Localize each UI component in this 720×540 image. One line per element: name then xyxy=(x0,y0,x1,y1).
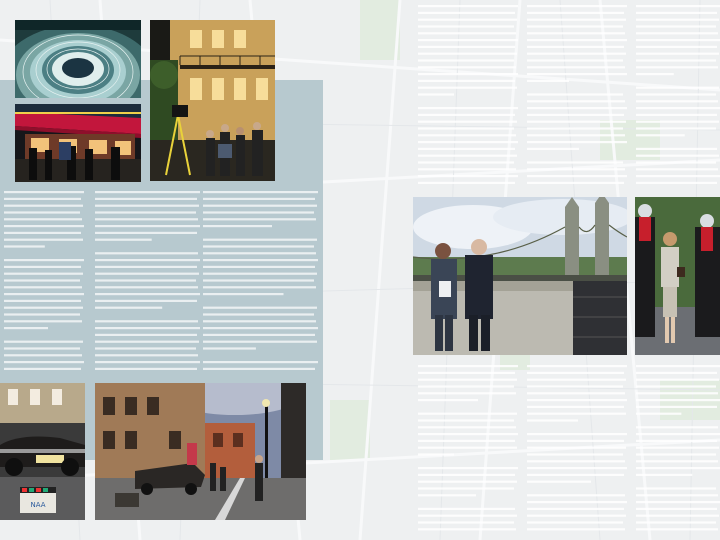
text-line xyxy=(636,515,719,517)
text-line xyxy=(527,134,625,136)
text-line xyxy=(418,392,516,394)
text-line xyxy=(4,320,82,322)
right-text-column-1 xyxy=(418,2,518,190)
text-line xyxy=(636,168,718,170)
text-line xyxy=(636,100,718,102)
text-line xyxy=(636,121,719,123)
text-line xyxy=(203,211,314,213)
text-line xyxy=(95,225,200,227)
text-line xyxy=(4,225,84,227)
text-line xyxy=(636,494,718,496)
text-line xyxy=(527,141,627,143)
text-line xyxy=(203,286,316,288)
text-line xyxy=(4,245,45,247)
text-line xyxy=(527,59,623,61)
text-line xyxy=(418,59,514,61)
text-line xyxy=(418,168,516,170)
text-line xyxy=(527,32,625,34)
text-line xyxy=(95,334,197,336)
text-line xyxy=(527,53,626,55)
text-line xyxy=(636,32,718,34)
text-line xyxy=(636,365,720,367)
text-line xyxy=(636,379,719,381)
text-line xyxy=(418,365,518,367)
text-line xyxy=(418,175,518,177)
text-line xyxy=(636,182,717,184)
text-line xyxy=(418,66,516,68)
text-line xyxy=(636,87,719,89)
text-line xyxy=(527,168,625,170)
text-line xyxy=(636,453,716,455)
text-line xyxy=(527,453,623,455)
text-line xyxy=(636,46,717,48)
photo-red-awning-restaurant xyxy=(15,104,141,182)
text-line xyxy=(527,127,623,129)
text-line xyxy=(636,19,719,21)
text-line xyxy=(4,232,81,234)
text-line xyxy=(95,361,200,363)
text-line xyxy=(95,266,197,268)
text-line xyxy=(418,161,514,163)
text-line xyxy=(418,508,515,510)
text-line xyxy=(95,198,197,200)
text-line xyxy=(636,392,718,394)
text-line xyxy=(418,372,515,374)
text-line xyxy=(203,273,317,275)
text-line xyxy=(418,528,516,530)
text-line xyxy=(4,266,81,268)
text-line xyxy=(418,121,517,123)
text-line xyxy=(636,161,716,163)
text-line xyxy=(636,528,718,530)
text-line xyxy=(4,279,80,281)
text-line xyxy=(527,12,624,14)
text-line xyxy=(418,413,517,415)
text-line xyxy=(4,239,83,241)
text-line xyxy=(4,191,84,193)
text-line xyxy=(527,46,624,48)
text-line xyxy=(636,12,717,14)
text-line xyxy=(527,406,624,408)
text-line xyxy=(636,59,716,61)
right-text-column-3 xyxy=(636,2,720,190)
text-line xyxy=(95,279,196,281)
text-line xyxy=(418,73,518,75)
text-line xyxy=(418,155,517,157)
text-line xyxy=(418,453,454,455)
text-line xyxy=(203,191,318,193)
text-line xyxy=(636,175,720,177)
text-line xyxy=(95,320,198,322)
photo-circular-atrium xyxy=(15,20,141,98)
text-line xyxy=(418,12,515,14)
text-line xyxy=(203,334,315,336)
text-line xyxy=(203,218,316,220)
text-line xyxy=(636,134,685,136)
text-line xyxy=(418,127,514,129)
text-line xyxy=(95,232,197,234)
right-text-column-5 xyxy=(527,362,627,537)
text-line xyxy=(527,379,626,381)
text-line xyxy=(418,32,516,34)
text-line xyxy=(636,460,718,462)
text-line xyxy=(527,5,627,7)
text-line xyxy=(203,239,317,241)
text-line xyxy=(418,182,515,184)
text-line xyxy=(4,300,81,302)
text-line xyxy=(418,494,476,496)
right-text-column-4 xyxy=(418,362,518,537)
text-line xyxy=(418,134,516,136)
text-line xyxy=(527,175,627,177)
text-line xyxy=(527,521,623,523)
text-line xyxy=(527,508,624,510)
text-line xyxy=(4,218,82,220)
text-line xyxy=(418,481,517,483)
text-line xyxy=(418,148,515,150)
text-line xyxy=(527,528,625,530)
text-line xyxy=(4,273,83,275)
text-line xyxy=(527,66,625,68)
text-line xyxy=(527,385,623,387)
text-line xyxy=(527,481,591,483)
text-line xyxy=(527,372,624,374)
text-line xyxy=(527,467,627,469)
photo-terraced-street xyxy=(95,383,306,520)
text-line xyxy=(636,93,716,95)
text-line xyxy=(418,53,517,55)
text-line xyxy=(636,155,719,157)
text-line xyxy=(527,121,626,123)
text-line xyxy=(527,365,627,367)
text-line xyxy=(527,114,624,116)
text-line xyxy=(418,114,515,116)
text-line xyxy=(636,433,720,435)
text-line xyxy=(418,107,518,109)
text-line xyxy=(418,141,518,143)
text-line xyxy=(203,341,317,343)
text-line xyxy=(527,93,623,95)
text-line xyxy=(418,419,514,421)
text-line xyxy=(527,501,627,503)
text-line xyxy=(4,293,84,295)
text-line xyxy=(203,368,315,370)
text-line xyxy=(636,66,718,68)
text-line xyxy=(418,87,517,89)
text-line xyxy=(636,73,674,75)
text-line xyxy=(203,245,314,247)
text-line xyxy=(418,515,517,517)
text-line xyxy=(4,205,83,207)
text-line xyxy=(636,521,716,523)
text-line xyxy=(527,148,579,150)
right-text-column-2 xyxy=(527,2,627,190)
text-line xyxy=(418,379,517,381)
text-line xyxy=(636,114,717,116)
text-line xyxy=(95,300,197,302)
text-line xyxy=(527,392,625,394)
text-line xyxy=(203,225,272,227)
text-line xyxy=(636,25,716,27)
text-line xyxy=(636,127,716,129)
panel-text-column-3 xyxy=(203,188,318,373)
text-line xyxy=(636,413,681,415)
text-line xyxy=(95,347,196,349)
text-line xyxy=(4,361,84,363)
text-line xyxy=(95,354,198,356)
text-line xyxy=(636,107,720,109)
text-line xyxy=(4,341,83,343)
text-line xyxy=(418,46,515,48)
text-line xyxy=(527,80,569,82)
text-line xyxy=(527,25,623,27)
text-line xyxy=(4,307,83,309)
text-line xyxy=(636,406,717,408)
text-line xyxy=(636,440,717,442)
text-line xyxy=(203,198,315,200)
text-line xyxy=(636,474,692,476)
text-line xyxy=(418,426,516,428)
text-line xyxy=(418,474,515,476)
text-line xyxy=(203,279,314,281)
text-line xyxy=(418,39,518,41)
text-line xyxy=(636,501,720,503)
text-line xyxy=(636,5,720,7)
photo-bridge-scene xyxy=(413,197,627,355)
photo-vintage-car xyxy=(0,383,85,520)
text-line xyxy=(527,413,626,415)
text-line xyxy=(418,433,518,435)
text-line xyxy=(527,460,625,462)
text-line xyxy=(203,205,317,207)
text-line xyxy=(4,286,82,288)
text-line xyxy=(418,399,478,401)
text-line xyxy=(203,313,314,315)
text-line xyxy=(527,515,626,517)
text-line xyxy=(203,307,317,309)
text-line xyxy=(4,313,80,315)
text-line xyxy=(95,205,199,207)
text-line xyxy=(203,320,316,322)
text-line xyxy=(527,474,624,476)
text-line xyxy=(203,327,318,329)
text-line xyxy=(203,347,256,349)
text-line xyxy=(418,521,514,523)
text-line xyxy=(636,53,719,55)
text-line xyxy=(636,372,717,374)
text-line xyxy=(527,447,626,449)
text-line xyxy=(203,293,284,295)
text-line xyxy=(527,399,627,401)
text-line xyxy=(203,361,318,363)
text-line xyxy=(527,494,625,496)
text-line xyxy=(636,426,718,428)
text-line xyxy=(527,161,623,163)
text-line xyxy=(527,440,624,442)
text-line xyxy=(527,182,624,184)
text-line xyxy=(95,252,198,254)
panel-text-column-1 xyxy=(4,188,84,373)
text-line xyxy=(527,73,627,75)
text-line xyxy=(95,218,198,220)
text-line xyxy=(418,25,514,27)
text-line xyxy=(4,347,80,349)
text-line xyxy=(203,266,315,268)
text-line xyxy=(203,252,316,254)
text-line xyxy=(636,508,717,510)
text-line xyxy=(527,433,627,435)
text-line xyxy=(4,327,48,329)
text-line xyxy=(4,198,81,200)
text-line xyxy=(418,487,514,489)
text-line xyxy=(636,39,720,41)
text-line xyxy=(636,148,717,150)
text-line xyxy=(418,19,517,21)
text-line xyxy=(418,447,517,449)
text-line xyxy=(636,447,719,449)
photo-horse-guards xyxy=(635,197,720,355)
text-line xyxy=(527,19,626,21)
text-line xyxy=(527,39,627,41)
text-line xyxy=(95,273,199,275)
text-line xyxy=(418,385,514,387)
text-line xyxy=(636,467,720,469)
text-line xyxy=(418,93,454,95)
photo-townhouse-night xyxy=(150,20,275,181)
text-line xyxy=(95,307,162,309)
text-line xyxy=(4,259,84,261)
text-line xyxy=(95,191,200,193)
text-line xyxy=(636,399,720,401)
text-line xyxy=(527,100,625,102)
text-line xyxy=(4,368,81,370)
text-line xyxy=(527,419,578,421)
text-line xyxy=(95,259,200,261)
text-line xyxy=(636,487,716,489)
text-line xyxy=(418,440,515,442)
text-line xyxy=(95,211,196,213)
text-line xyxy=(95,341,199,343)
text-line xyxy=(4,354,82,356)
text-line xyxy=(95,239,152,241)
text-line xyxy=(95,368,197,370)
text-line xyxy=(527,107,627,109)
text-line xyxy=(95,327,200,329)
text-line xyxy=(203,259,318,261)
text-line xyxy=(95,286,198,288)
text-line xyxy=(418,80,515,82)
clapperboard-label: NAA xyxy=(30,501,46,509)
text-line xyxy=(418,5,518,7)
text-line xyxy=(95,293,200,295)
text-line xyxy=(636,385,716,387)
text-line xyxy=(4,211,80,213)
panel-text-column-2 xyxy=(95,188,200,373)
right-text-column-6 xyxy=(636,362,720,537)
text-line xyxy=(418,467,518,469)
